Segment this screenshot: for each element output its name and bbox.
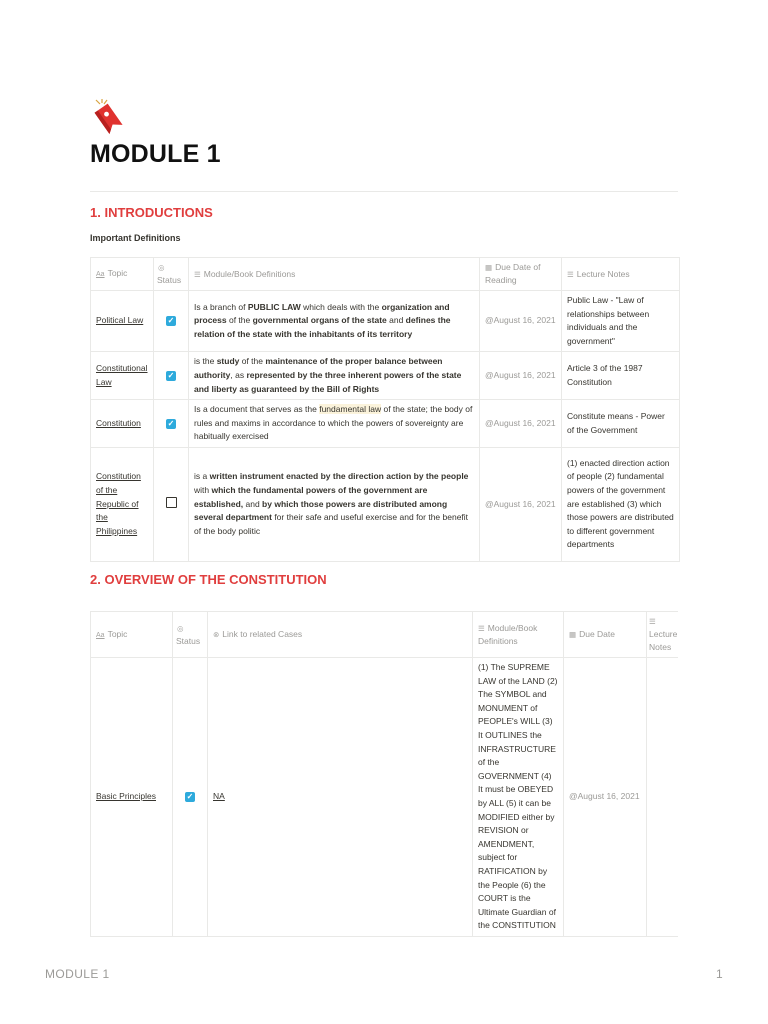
row-lecture-notes	[647, 658, 679, 937]
column-header-lecture-notes[interactable]: ☰ Lecture Notes	[562, 258, 680, 291]
definition-text: governmental organs of the state	[252, 315, 387, 326]
text-property-icon: Aa	[96, 631, 105, 639]
row-topic[interactable]: Constitutional Law	[91, 352, 154, 400]
text-lines-icon: ☰	[567, 269, 574, 279]
checkmark-icon: ✓	[186, 792, 194, 802]
definition-text: of the	[226, 315, 253, 326]
definition-text: Is a branch of	[194, 301, 248, 312]
column-header-status[interactable]: ◎ Status	[154, 258, 189, 291]
column-header-link[interactable]: ⊗ Link to related Cases	[208, 612, 473, 658]
row-definition: (1) The SUPREME LAW of the LAND (2) The SYMBOL and MONUMENT of PEOPLE's WILL (3) It OUTLINES the INFRASTRUCTURE of the GOVERNMENT (4) It must be OBEYED by ALL (5) it can be MODIFIED either by REVISION or AMENDMENT, subject for RATIFICATION by the People (6) the COURT is the Ultimate Guardian of the CONSTITUTION	[473, 658, 564, 937]
text-property-icon: Aa	[96, 271, 105, 278]
definition-text: is the	[194, 356, 217, 367]
definition-text: organization and process	[194, 301, 450, 326]
overview-table	[90, 611, 678, 937]
check-circle-icon: ◎	[177, 623, 184, 633]
column-header-due-date[interactable]: ▦ Due Date of Reading	[480, 258, 562, 291]
row-lecture-notes: Public Law - "Law of relationships between individuals and the government"	[562, 291, 680, 352]
column-header-lecture-notes[interactable]: ☰ Lecture Notes	[647, 612, 679, 658]
column-header-topic[interactable]: Aa Topic	[91, 612, 173, 658]
row-topic[interactable]: Basic Principles	[91, 658, 173, 937]
row-due-date[interactable]: @August 16, 2021	[480, 400, 562, 448]
definition-text: defines the relation of the state with the inhabitants of its territory	[194, 315, 451, 339]
definition-text: of the	[239, 356, 266, 367]
status-checkbox[interactable]	[173, 658, 208, 937]
row-topic[interactable]: Constitution	[91, 400, 154, 448]
checkmark-icon: ✓	[167, 418, 175, 428]
footer-page-number: 1	[716, 967, 723, 981]
column-header-definitions[interactable]: ☰ Module/Book Definitions	[189, 258, 480, 291]
definition-text: by which those powers are distributed among several department	[194, 498, 448, 523]
highlighted-text: fundamental law	[319, 404, 382, 415]
column-header-topic[interactable]: Aa Topic	[91, 258, 154, 291]
definition-text: PUBLIC LAW	[247, 301, 301, 312]
row-topic[interactable]: Political Law	[91, 291, 154, 352]
row-topic[interactable]: Constitution of the Republic of the Philippines	[91, 447, 154, 561]
row-related-case-link	[208, 658, 473, 937]
checkmark-icon: ✓	[167, 316, 175, 326]
subheading-important-definitions: Important Definitions	[90, 233, 181, 243]
definition-text: represented by the three inherent powers of the state and liberty as guaranteed by the Bill of Rights	[194, 369, 462, 394]
row-due-date[interactable]: @August 16, 2021	[480, 352, 562, 400]
calendar-icon: ▦	[569, 630, 577, 639]
text-lines-icon: ☰	[478, 623, 485, 633]
footer-document-title: MODULE 1	[45, 967, 110, 981]
row-lecture-notes: Article 3 of the 1987 Constitution	[562, 352, 680, 400]
text-lines-icon: ☰	[649, 617, 656, 626]
check-circle-icon: ◎	[158, 263, 165, 272]
link-icon: ⊗	[213, 630, 220, 639]
row-due-date[interactable]: @August 16, 2021	[480, 291, 562, 352]
definition-text: maintenance of the proper balance between authority	[194, 356, 443, 380]
row-due-date[interactable]: @August 16, 2021	[564, 658, 647, 937]
row-due-date[interactable]: @August 16, 2021	[480, 447, 562, 561]
row-lecture-notes: (1) enacted direction action of people (2) fundamental powers of the government are established (3) which those powers are distributed to different government departments	[562, 447, 680, 561]
definition-text: with	[194, 485, 212, 496]
definition-text: for their safe and useful exercise and for the benefit of the body politic	[194, 512, 469, 536]
definition-text: and	[386, 315, 406, 326]
column-header-definitions[interactable]: ☰ Module/Book Definitions	[473, 612, 564, 658]
calendar-icon: ▦	[485, 263, 493, 272]
definition-text: study	[216, 356, 240, 367]
table-header-row	[91, 612, 679, 658]
definition-text: Is a document that serves as the	[194, 404, 320, 415]
definition-text: and	[243, 498, 263, 509]
definition-text: of the state; the body of rules and maxims in accordance to which the powers of sovereignty are habitually exercised	[194, 404, 473, 442]
definition-text: is a	[194, 471, 210, 482]
page-title: MODULE 1	[90, 140, 221, 168]
section-heading-introductions: 1. INTRODUCTIONS	[90, 205, 213, 220]
definition-text: written instrument enacted by the direction action by the people	[209, 471, 469, 482]
section-heading-overview: 2. OVERVIEW OF THE CONSTITUTION	[90, 572, 327, 587]
definition-text: which deals with the	[300, 301, 382, 312]
row-lecture-notes: Constitute means - Power of the Government	[562, 400, 680, 448]
text-lines-icon: ☰	[194, 269, 201, 279]
checkmark-icon: ✓	[167, 370, 175, 380]
column-header-due-date[interactable]: ▦ Due Date	[564, 612, 647, 658]
related-case-link[interactable]: NA	[213, 791, 225, 802]
table-row	[91, 658, 679, 937]
column-header-status[interactable]: ◎ Status	[173, 612, 208, 658]
definition-text: which the fundamental powers of the government are established,	[194, 485, 428, 509]
definition-text: , as	[230, 369, 247, 380]
